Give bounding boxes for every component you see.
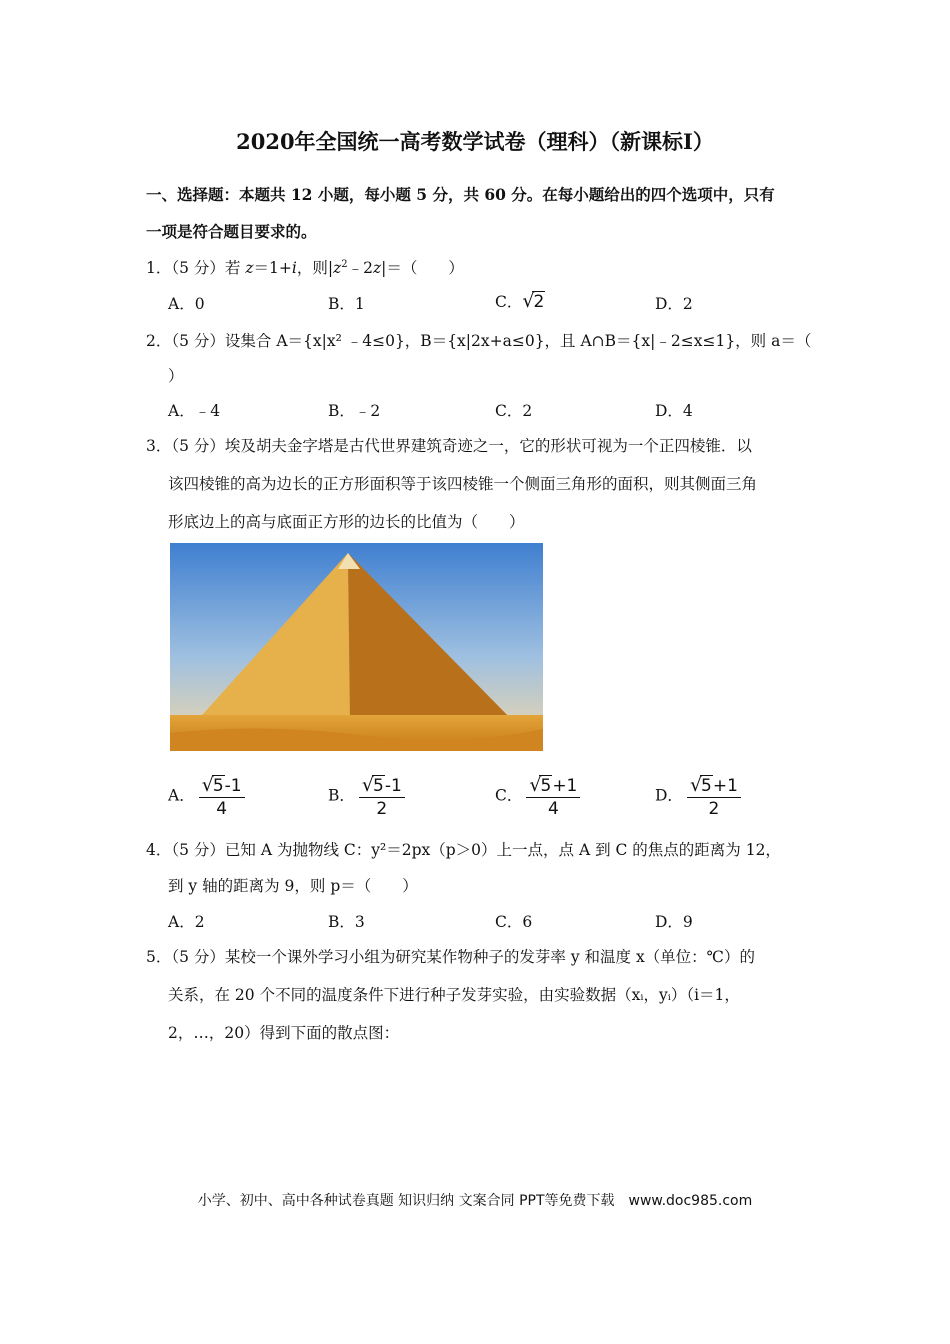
q3-option-a-num-rest: -1 — [224, 776, 242, 796]
q3-option-d — [655, 774, 741, 819]
q3-option-d-label: D． — [655, 786, 683, 805]
q3-option-a-den: 4 — [216, 799, 228, 819]
q1-option-c-radicand: 2 — [533, 292, 545, 312]
q3-option-b-radicand: 5 — [373, 776, 384, 796]
q2-option-b: B．﹣2 — [328, 402, 381, 420]
q3-option-b-num-rest: -1 — [384, 776, 402, 796]
q3-option-a — [168, 774, 245, 819]
question-5-line2: 关系，在 20 个不同的温度条件下进行种子发芽实验，由实验数据（xᵢ，yᵢ）（i＝1， — [168, 986, 740, 1004]
q1-option-c — [495, 290, 545, 312]
question-1 — [146, 256, 464, 278]
q3-option-c-radicand: 5 — [540, 776, 552, 796]
question-5-line1: 5．（5 分）某校一个课外学习小组为研究某作物种子的发芽率 y 和温度 x（单位：℃）的 — [146, 948, 756, 966]
q3-option-b-fraction — [359, 774, 405, 819]
q2-option-a: A．﹣4 — [168, 402, 221, 420]
q3-option-a-radicand: 5 — [212, 776, 224, 796]
question-3-line2: 该四棱锥的高为边长的正方形面积等于该四棱锥一个侧面三角形的面积，则其侧面三角 — [168, 475, 758, 493]
q1-prefix: 1．（5 分）若 — [146, 259, 246, 277]
q1-var-z: z — [245, 259, 254, 277]
q3-option-c-label: C． — [495, 786, 523, 805]
sqrt-icon: √ — [201, 774, 214, 796]
q3-option-d-num-rest: +1 — [712, 776, 738, 796]
question-5-line3: 2，…，20）得到下面的散点图： — [168, 1024, 400, 1042]
q1-var-i: i — [291, 259, 297, 277]
q3-option-c-fraction — [526, 774, 580, 819]
q2-option-d: D．4 — [655, 402, 693, 420]
question-4-line2: 到 y 轴的距离为 9，则 p＝（ ） — [168, 877, 418, 895]
q4-option-a: A．2 — [168, 913, 205, 931]
q3-option-d-fraction — [687, 774, 741, 819]
q3-option-b-label: B． — [328, 786, 355, 805]
footer-link-text[interactable]: 小学、初中、高中各种试卷真题 知识归纳 文案合同 PPT等免费下载 www.doc985.com — [197, 1193, 753, 1209]
sqrt-icon: √ — [529, 774, 542, 796]
question-3-line3: 形底边上的高与底面正方形的边长的比值为（ ） — [168, 513, 525, 531]
page-title: 2020年全国统一高考数学试卷（理科）（新课标Ⅰ） — [236, 129, 714, 154]
q3-option-c-den: 4 — [547, 799, 559, 819]
q1-option-c-label: C． — [495, 293, 523, 311]
sqrt-icon: √ — [361, 774, 374, 796]
q1-option-d: D．2 — [655, 295, 693, 313]
q1-option-b: B．1 — [328, 295, 365, 313]
q3-option-c-num-rest: +1 — [552, 776, 578, 796]
q3-option-c — [495, 774, 580, 819]
q1-var-z3: z — [372, 259, 382, 277]
q2-option-c: C．2 — [495, 402, 533, 420]
question-2-line2: ） — [168, 367, 184, 385]
q4-option-b: B．3 — [328, 913, 365, 931]
sqrt-icon: √ — [522, 290, 535, 312]
question-4-line1: 4．（5 分）已知 A 为抛物线 C：y²＝2px（p＞0）上一点，点 A 到 C 的焦点的距离为 12， — [146, 841, 781, 859]
q4-option-d: D．9 — [655, 913, 693, 931]
question-3-line1: 3．（5 分）埃及胡夫金字塔是古代世界建筑奇迹之一，它的形状可视为一个正四棱锥．以 — [146, 437, 752, 455]
pyramid-photo — [170, 543, 543, 751]
q4-option-c: C．6 — [495, 913, 533, 931]
q3-option-b-den: 2 — [376, 799, 388, 819]
sqrt-icon: √ — [689, 774, 703, 796]
q1-mid: ＝1+ — [253, 259, 292, 277]
q1-option-a: A．0 — [168, 295, 205, 313]
question-2-line1: 2．（5 分）设集合 A＝{x|x² ﹣4≤0}，B＝{x|2x+a≤0}，且 A∩B＝{x|﹣2≤x≤1}，则 a＝（ — [146, 332, 812, 350]
section-heading-line1: 一、选择题：本题共 12 小题，每小题 5 分，共 60 分。在每小题给出的四个选项中，只有 — [146, 185, 775, 204]
q1-end: |＝（ ） — [381, 259, 464, 277]
q3-option-b — [328, 774, 405, 819]
q3-option-a-label: A． — [168, 786, 195, 805]
section-heading-line2: 一项是符合题目要求的。 — [146, 222, 317, 241]
q3-option-a-fraction — [199, 774, 245, 819]
q1-rest: ，则| — [296, 259, 334, 277]
q1-var-z2: z — [333, 259, 342, 277]
q3-option-d-den: 2 — [708, 799, 720, 819]
q1-exponent: 2 — [341, 258, 348, 270]
q3-option-d-radicand: 5 — [701, 776, 712, 796]
q1-tail: ﹣2 — [347, 259, 373, 277]
